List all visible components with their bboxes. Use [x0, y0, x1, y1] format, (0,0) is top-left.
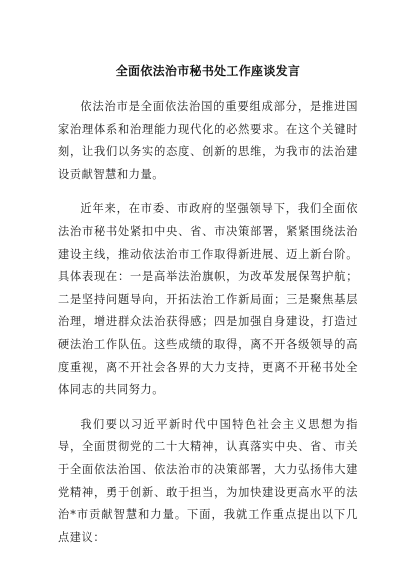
document-title: 全面依法治市秘书处工作座谈发言	[115, 64, 301, 78]
paragraph-achievements: 近年来，在市委、市政府的坚强领导下，我们全面依法治市秘书处紧扣中央、省、市决策部署，紧紧围绕法治建设主线，推动依法治市工作取得新进展、迈上新台阶。具体表现在：一是高举法治旗帜，为改革发展保驾护航；二是坚持问题导向，开拓法治工作新局面；三是聚焦基层治理，增进群众法治获得感；四是加强自身建设，打造过硬法治工作队伍。这些成绩的取得，离不开各级领导的高度重视，离不开社会各界的大力支持，更离不开秘书处全体同志的共同努力。	[58, 202, 358, 397]
paragraph-suggestions: 我们要以习近平新时代中国特色社会主义思想为指导，全面贯彻党的二十大精神，认真落实中央、省、市关于全面依法治国、依法治市的决策部署，大力弘扬伟大建党精神，勇于创新、敢于担当，为加快建设更高水平的法治*市贡献智慧和力量。下面，我就工作重点提出以下几点建议：	[58, 417, 358, 544]
paragraph-intro: 依法治市是全面依法治国的重要组成部分，是推进国家治理体系和治理能力现代化的必然要求。在这个关键时刻，让我们以务实的态度、创新的思维，为我市的法治建设贡献智慧和力量。	[58, 100, 358, 181]
